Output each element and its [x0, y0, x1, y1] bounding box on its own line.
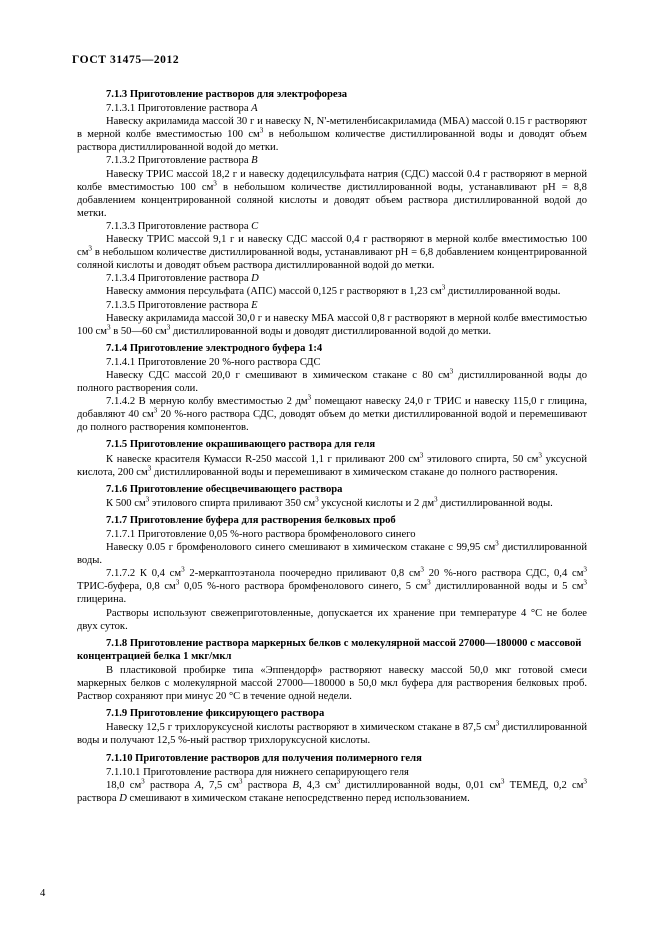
clause-7-1-7-2-text: 7.1.7.2 К 0,4 $см^3$ 2-меркаптоэтанола поочередно приливают 0,8 $см^3$ 20 %-ного раствора СДС, 0,4 $см^3$ ТРИС-буфера, 0,8 $см^3$ 0,05 %-ного раствора бромфенолового синего, 5 $см^3$ дистиллированной воды и 5 $см^3$ глицерина. — [77, 565, 587, 606]
clause-7-1-3-5-heading: 7.1.3.5 Приготовление раствора E — [106, 299, 258, 311]
clause-7-1-3-4-text: Навеску аммония персульфата (АПС) массой 0,125 г растворяют в 1,23 $см^3$ дистиллированной воды. — [106, 283, 561, 298]
clause-7-1-9-text: Навеску 12,5 г трихлоруксусной кислоты растворяют в химическом стакане в 87,5 $см^3$ дистиллированной воды и получают 12,5 %-ный раствор трихлоруксусной кислоты. — [77, 719, 587, 747]
clause-7-1-3-3-text: Навеску ТРИС массой 9,1 г и навеску СДС массой 0,4 г растворяют в мерной колбе вместимостью 100 $см^3$ в небольшом количестве дистиллированной воды, устанавливают pH = 6,8 добавлением концентрированной соляной кислоты и доводят объем раствора дистиллированной водой до метки. — [77, 234, 587, 272]
clause-7-1-3-1-heading: 7.1.3.1 Приготовление раствора A — [106, 103, 258, 115]
clause-7-1-3-2-heading: 7.1.3.2 Приготовление раствора B — [106, 155, 258, 167]
document-body — [77, 88, 587, 805]
clause-7-1-7-1-text: Навеску 0.05 г бромфенолового синего смешивают в химическом стакане с 99,95 $см^3$ дистиллированной воды. — [77, 539, 587, 567]
clause-7-1-4-2-text: 7.1.4.2 В мерную колбу вместимостью 2 $дм^3$ помещают навеску 24,0 г ТРИС и навеску 115,0 г глицина, добавляют 40 $см^3$ 20 %-ного раствора СДС, доводят объем до метки дистиллированной водой и перемешивают до полного растворения компонентов. — [77, 393, 587, 434]
clause-7-1-7-heading: 7.1.7 Приготовление буфера для растворения белковых проб — [106, 514, 396, 526]
clause-7-1-3-2-text: Навеску ТРИС массой 18,2 г и навеску додецилсульфата натрия (СДС) массой 0.4 г растворяют в мерной колбе вместимостью 100 $см^3$ в небольшом количестве дистиллированной воды, устанавливают pH = 8,8 добавлением концентрированной соляной кислоты и доводят объем раствора дистиллированной водой до метки. — [77, 168, 587, 219]
clause-7-1-10-heading: 7.1.10 Приготовление растворов для получения полимерного геля — [106, 752, 422, 764]
clause-7-1-6-text: К 500 $см^3$ этилового спирта приливают 350 $см^3$ уксусной кислоты и 2 $дм^3$ дистиллированной воды. — [106, 495, 553, 509]
clause-7-1-4-heading: 7.1.4 Приготовление электродного буфера 1:4 — [106, 342, 323, 354]
document-header: ГОСТ 31475—2012 — [72, 54, 180, 66]
clause-7-1-3-5-text: Навеску акриламида массой 30,0 г и навеску МБА массой 0,8 г растворяют в мерной колбе вместимостью 100 $см^3$ в 50—60 $см^3$ дистиллированной воды и доводят дистиллированной водой до метки. — [77, 312, 587, 337]
clause-7-1-9-heading: 7.1.9 Приготовление фиксирующего раствора — [106, 708, 325, 720]
clause-7-1-7-1-heading: 7.1.7.1 Приготовление 0,05 %-ного раствора бромфенолового синего — [106, 529, 416, 540]
clause-7-1-3-4-heading: 7.1.3.4 Приготовление раствора D — [106, 273, 259, 285]
clause-7-1-5-text: К навеске красителя Кумасси R-250 массой 1,1 г приливают 200 $см^3$ этилового спирта, 50 $см^3$ уксусной кислота, 200 $см^3$ дистиллированной воды и перемешивают в химическом стакане до полного растворения. — [77, 451, 588, 478]
storage-note: Растворы используют свежеприготовленные, допускается их хранение при температуре 4 °C не более двух суток. — [77, 607, 587, 632]
clause-7-1-3-3-heading: 7.1.3.3 Приготовление раствора C — [106, 220, 259, 232]
clause-7-1-4-1-text: Навеску СДС массой 20,0 г смешивают в химическом стакане с 80 $см^3$ дистиллированной воды до полного растворения соли. — [77, 367, 587, 395]
clause-7-1-10-1-heading: 7.1.10.1 Приготовление раствора для нижнего сепарирующего геля — [106, 766, 409, 778]
page-number: 4 — [40, 888, 46, 899]
clause-7-1-10-1-text: 18,0 $см^3$ раствора A, 7,5 $см^3$ раствора B, 4,3 $см^3$ дистиллированной воды, 0,01 $см^3$ ТЕМЕД, 0,2 $см^3$ раствора D смешивают в химическом стакане непосредственно перед использованием. — [77, 777, 588, 804]
clause-7-1-5-heading: 7.1.5 Приготовление окрашивающего раствора для геля — [106, 439, 376, 451]
clause-7-1-3-1-text: Навеску акриламида массой 30 г и навеску N, N'-метиленбисакриламида (МБА) массой 0.15 г растворяют в мерной колбе вместимостью 100 $см^3$ в небольшом количестве дистиллированной воды и доводят объем раствора дистиллированной водой до метки. — [77, 116, 587, 154]
clause-7-1-4-1-heading: 7.1.4.1 Приготовление 20 %-ного раствора СДС — [106, 356, 321, 368]
clause-7-1-8-heading: 7.1.8 Приготовление раствора маркерных белков с молекулярной массой 27000—180000 с массовой концентрацией белка 1 мкг/мкл — [77, 637, 582, 662]
clause-7-1-8-text: В пластиковой пробирке типа «Эппендорф» растворяют навеску массой 50,0 мкг готовой смеси маркерных белков с молекулярной массой 27000—180000 в 50,0 мкл буфера для растворения белковых проб. Раствор сохраняют при минус 20 °C в течение одной недели. — [77, 664, 587, 703]
clause-7-1-3-heading: 7.1.3 Приготовление растворов для электрофореза — [106, 89, 348, 100]
clause-7-1-6-heading: 7.1.6 Приготовление обесцвечивающего раствора — [106, 483, 343, 495]
